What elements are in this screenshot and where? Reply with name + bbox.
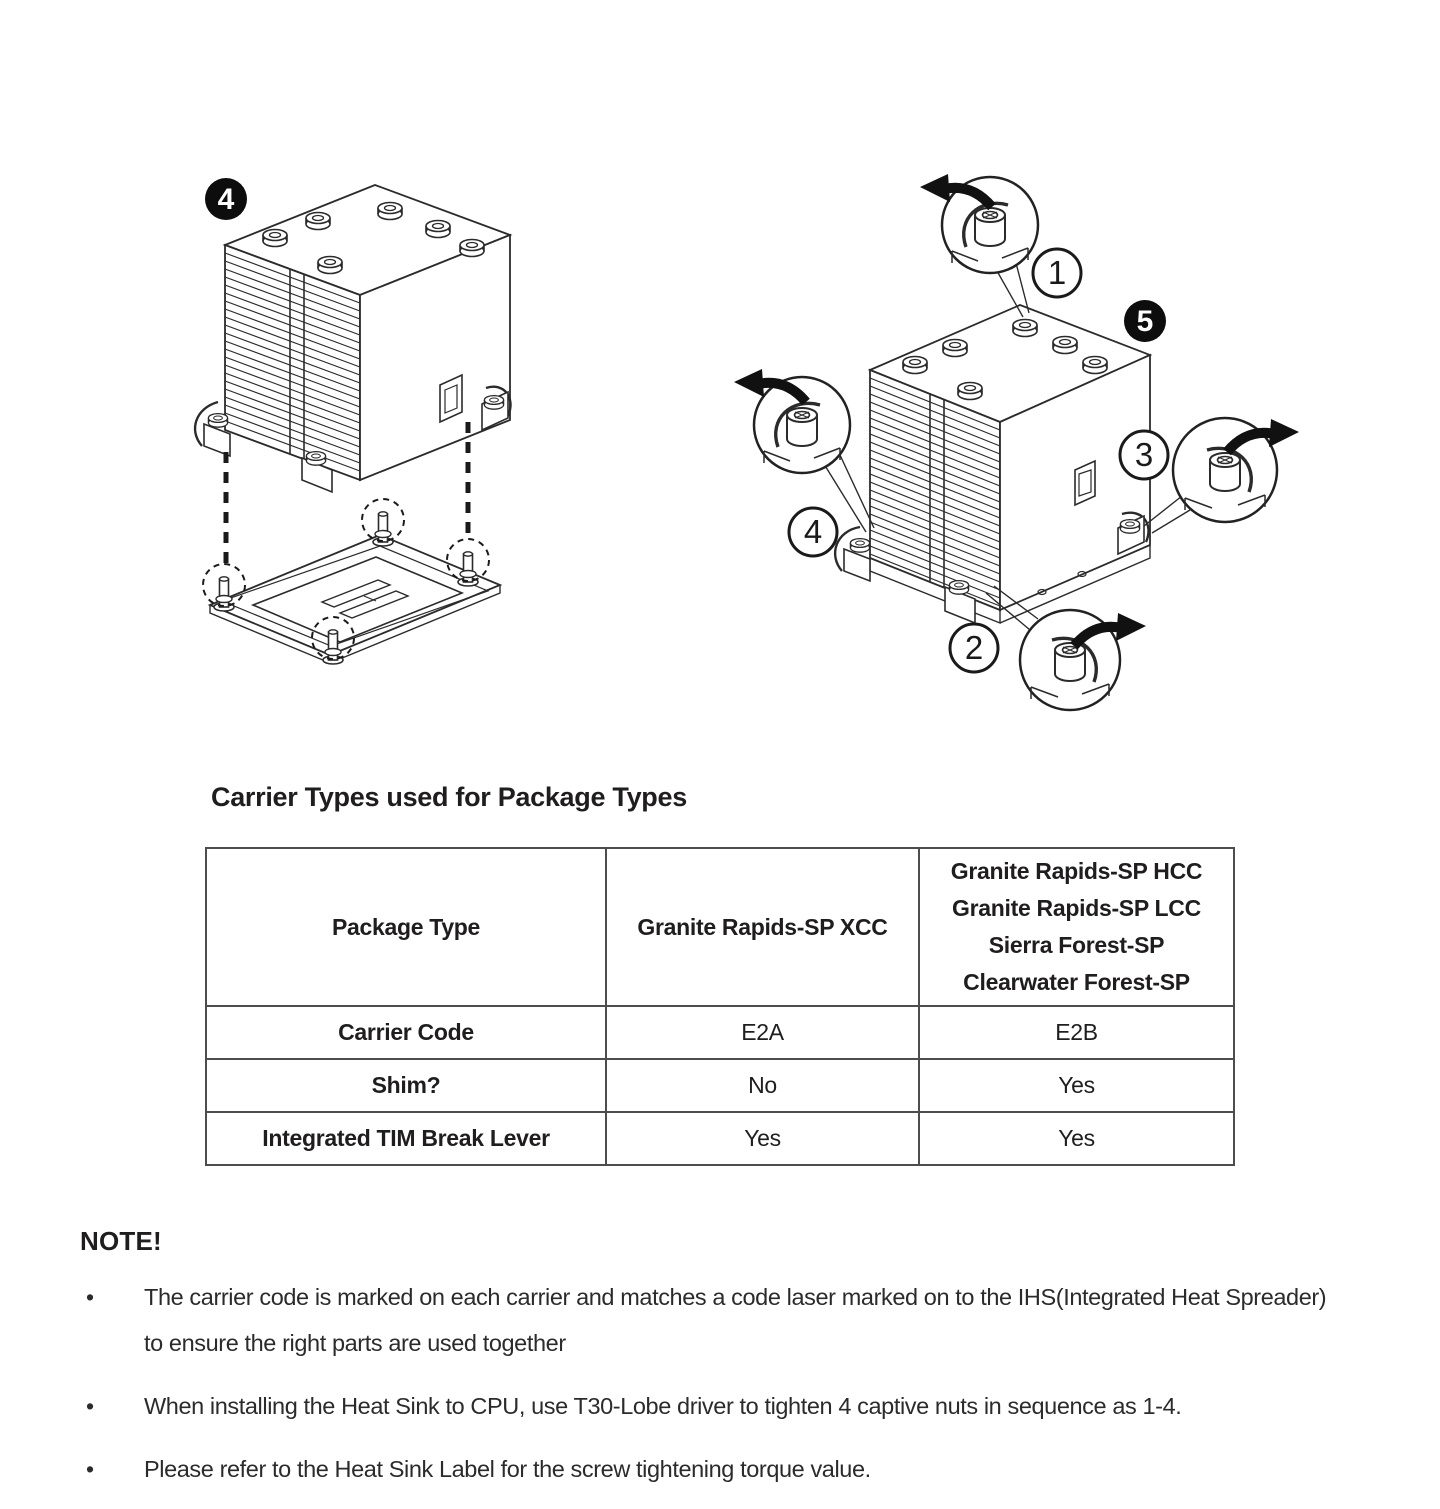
captive-nut-detail <box>975 208 1005 246</box>
figure-heatsink-alignment <box>150 150 610 770</box>
captive-nut-icon <box>263 230 287 247</box>
header-other-packages-lines <box>920 853 1233 1001</box>
cell-carrier-code-xcc: E2A <box>606 1006 919 1059</box>
captive-nut-icon <box>943 340 967 357</box>
header-granite-rapids-xcc: Granite Rapids-SP XCC <box>606 848 919 1006</box>
note-bullet-item <box>80 1383 1380 1429</box>
row-label-tim-break-lever: Integrated TIM Break Lever <box>206 1112 606 1165</box>
table-header-row <box>206 848 1234 1006</box>
captive-nut-icon <box>318 257 342 274</box>
captive-nut-detail <box>787 408 817 446</box>
header-line: Clearwater Forest-SP <box>963 969 1190 995</box>
note-bullet-item <box>80 1446 1380 1492</box>
captive-nut-icon <box>1013 320 1037 337</box>
mount-bracket-left <box>835 527 870 581</box>
note-bullet-text: Please refer to the Heat Sink Label for the screw tightening torque value. <box>144 1456 871 1482</box>
table-row-tim-break-lever <box>206 1112 1234 1165</box>
cell-tim-other: Yes <box>919 1112 1234 1165</box>
captive-nut-icon <box>378 203 402 220</box>
note-bullet-list <box>80 1274 1380 1492</box>
captive-nut-icon <box>306 213 330 230</box>
standoff-pin <box>214 577 234 611</box>
header-other-packages <box>919 848 1234 1006</box>
cell-tim-xcc: Yes <box>606 1112 919 1165</box>
bullet-icon: • <box>86 1284 95 1310</box>
table-title: Carrier Types used for Package Types <box>211 782 687 812</box>
header-line: Sierra Forest-SP <box>988 932 1165 958</box>
captive-nut-icon <box>460 240 484 257</box>
cell-shim-xcc: No <box>606 1059 919 1112</box>
heatsink-mounted <box>835 305 1150 623</box>
sequence-number-3-label: 3 <box>1134 436 1154 473</box>
captive-nut-icon <box>1083 357 1107 374</box>
bullet-icon: • <box>86 1456 95 1482</box>
captive-nut-icon <box>1053 337 1077 354</box>
sequence-number-1 <box>1033 249 1081 297</box>
captive-nut-icon <box>958 383 982 400</box>
bullet-icon: • <box>86 1393 95 1419</box>
sequence-number-2 <box>950 624 998 672</box>
captive-nut-icon <box>426 221 450 238</box>
note-section <box>80 1226 1380 1509</box>
carrier-types-table <box>205 847 1235 1166</box>
captive-nut-detail <box>1210 453 1240 491</box>
note-heading: NOTE! <box>80 1226 162 1256</box>
figure-heatsink-tightening <box>720 130 1320 770</box>
sequence-number-3 <box>1120 431 1168 479</box>
cell-carrier-code-other: E2B <box>919 1006 1234 1059</box>
sequence-number-2-label: 2 <box>964 629 984 666</box>
row-label-carrier-code: Carrier Code <box>206 1006 606 1059</box>
cell-shim-other: Yes <box>919 1059 1234 1112</box>
table-row-shim <box>206 1059 1234 1112</box>
header-line: Granite Rapids-SP LCC <box>952 895 1201 921</box>
note-bullet-text: The carrier code is marked on each carrier and matches a code laser marked on to the IHS(Integrated Heat Spreader) to ensure the right parts are used together <box>144 1284 1327 1356</box>
heatsink-exploded <box>195 185 510 492</box>
step-badge-4 <box>205 178 247 220</box>
step-badge-5-number: 5 <box>1136 305 1154 338</box>
note-bullet-item <box>80 1274 1380 1366</box>
row-label-shim: Shim? <box>206 1059 606 1112</box>
cpu-socket-plate <box>203 499 500 664</box>
step-badge-5 <box>1124 300 1166 342</box>
captive-nut-detail <box>1055 643 1085 681</box>
step-badge-4-number: 4 <box>217 183 235 216</box>
captive-nut-icon <box>903 357 927 374</box>
sequence-number-4 <box>789 508 837 556</box>
standoff-pin <box>373 512 393 546</box>
header-package-type: Package Type <box>206 848 606 1006</box>
note-bullet-text: When installing the Heat Sink to CPU, use T30-Lobe driver to tighten 4 captive nuts in sequence as 1-4. <box>144 1393 1182 1419</box>
sequence-number-1-label: 1 <box>1047 254 1067 291</box>
table-row-carrier-code <box>206 1006 1234 1059</box>
sequence-number-4-label: 4 <box>803 513 823 550</box>
header-line: Granite Rapids-SP HCC <box>950 858 1203 884</box>
